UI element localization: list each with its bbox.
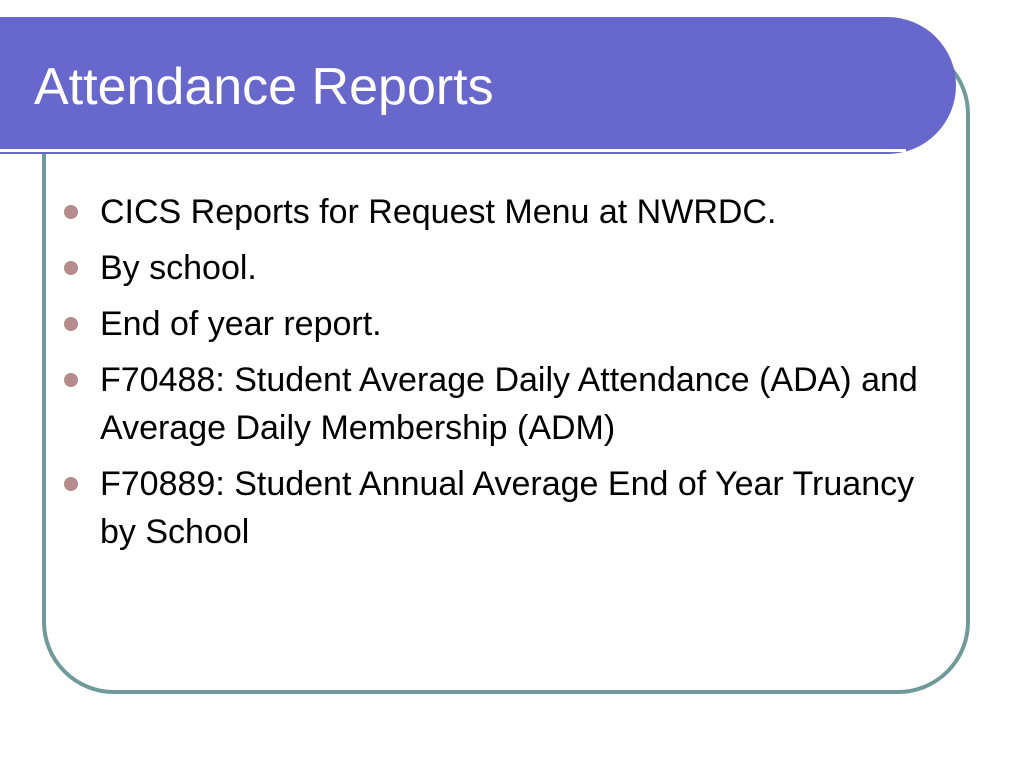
bullet-text: By school. [100, 249, 257, 287]
bullet-dot-icon [64, 373, 78, 387]
bullet-dot-icon [64, 477, 78, 491]
title-bar [0, 17, 956, 154]
bullet-item [64, 244, 934, 292]
bullet-dot-icon [64, 317, 78, 331]
bullet-dot-icon [64, 205, 78, 219]
bullet-text: F70488: Student Average Daily Attendance (ADA) and Average Daily Membership (ADM) [100, 361, 918, 447]
slide-title: Attendance Reports [34, 58, 494, 116]
bullet-text: CICS Reports for Request Menu at NWRDC. [100, 193, 777, 231]
bullet-dot-icon [64, 261, 78, 275]
bullet-item [64, 188, 934, 236]
bullet-text: F70889: Student Annual Average End of Year Truancy by School [100, 465, 915, 551]
bullet-item [64, 300, 934, 348]
bullet-text: End of year report. [100, 305, 382, 343]
bullet-item [64, 460, 934, 556]
title-underline [0, 149, 906, 152]
bullet-item [64, 356, 934, 452]
bullet-list [64, 188, 934, 564]
